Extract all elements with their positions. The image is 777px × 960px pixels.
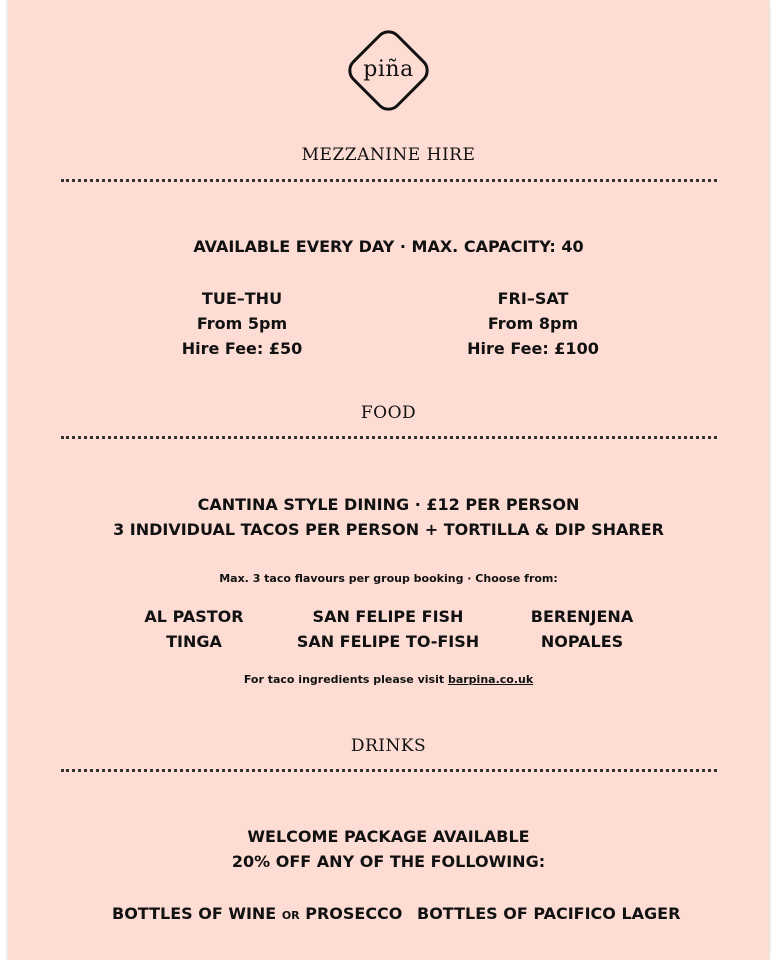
drink-item-text: BOTTLES OF WINE (112, 904, 282, 923)
dotted-divider (61, 436, 717, 439)
food-line-1: CANTINA STYLE DINING · £12 PER PERSON (197, 495, 580, 514)
drink-item-text: PROSECCO (299, 904, 403, 923)
taco-item: AL PASTOR (144, 607, 244, 626)
hire-tue-thu (122, 286, 362, 361)
drinks-title: DRINKS (350, 736, 427, 756)
hire-fee: Hire Fee: £100 (467, 339, 599, 358)
food-line-2: 3 INDIVIDUAL TACOS PER PERSON + TORTILLA & DIP SHARER (113, 520, 664, 539)
drinks-line-2: 20% OFF ANY OF THE FOLLOWING: (231, 852, 546, 871)
taco-note: Max. 3 taco flavours per group booking · Choose from: (219, 572, 558, 585)
drink-item-wine (112, 901, 402, 928)
ingredients-note (8, 673, 769, 686)
hire-time: From 8pm (487, 314, 579, 333)
taco-item: NOPALES (540, 632, 624, 651)
hire-fri-sat (413, 286, 653, 361)
hire-fee: Hire Fee: £50 (181, 339, 303, 358)
drink-item-or: OR (281, 909, 300, 922)
hire-days: TUE–THU (201, 289, 283, 308)
taco-item: BERENJENA (530, 607, 634, 626)
drink-item-lager: BOTTLES OF PACIFICO LAGER (417, 904, 681, 923)
drinks-line-1: WELCOME PACKAGE AVAILABLE (247, 827, 530, 846)
mezzanine-title: MEZZANINE HIRE (301, 145, 476, 165)
availability-text: AVAILABLE EVERY DAY · MAX. CAPACITY: 40 (193, 237, 584, 256)
taco-item: SAN FELIPE TO-FISH (296, 632, 480, 651)
food-title: FOOD (360, 403, 417, 423)
taco-item: TINGA (166, 632, 222, 651)
website-link[interactable]: barpina.co.uk (447, 673, 534, 686)
taco-item: SAN FELIPE FISH (312, 607, 464, 626)
ingredients-text: For taco ingredients please visit (243, 673, 448, 686)
dotted-divider (61, 769, 717, 772)
menu-page (8, 0, 769, 960)
logo-text: piña (363, 57, 414, 82)
hire-days: FRI–SAT (497, 289, 569, 308)
hire-time: From 5pm (196, 314, 288, 333)
dotted-divider (61, 179, 717, 182)
taco-column-3 (462, 604, 702, 654)
